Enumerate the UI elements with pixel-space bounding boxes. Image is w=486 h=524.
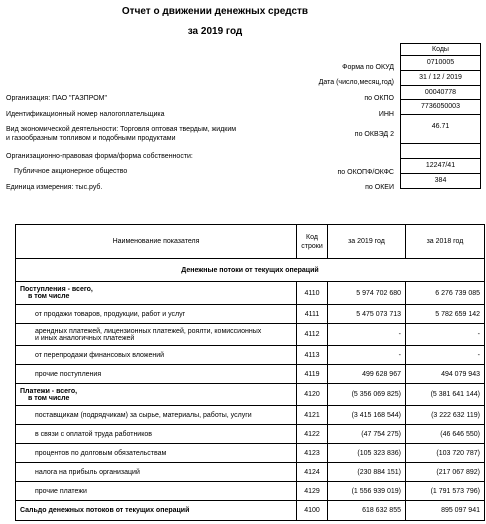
code-date: 31 / 12 / 2019 (401, 71, 480, 86)
row-name (16, 305, 297, 324)
codes-box (400, 43, 481, 189)
row-name (16, 406, 297, 425)
col-2018: за 2018 год (406, 225, 485, 259)
row-code: 4122 (297, 425, 328, 444)
row-name-line1: Платежи - всего, (20, 387, 78, 395)
table-row (16, 406, 485, 425)
unit: Единица измерения: тыс.руб. (6, 184, 103, 191)
report-period: за 2019 год (187, 26, 243, 37)
row-2019: 5 475 073 713 (328, 305, 406, 324)
row-name (16, 425, 297, 444)
row-name (16, 501, 297, 521)
row-code: 4121 (297, 406, 328, 425)
row-name (16, 444, 297, 463)
row-2018: (3 222 632 119) (406, 406, 485, 425)
code-okopf: 12247/41 (401, 159, 480, 174)
row-code: 4124 (297, 463, 328, 482)
row-2019: (5 356 069 825) (328, 384, 406, 406)
col-code: Код строки (297, 225, 328, 259)
section-row (16, 259, 485, 282)
col-name: Наименование показателя (16, 225, 297, 259)
row-2018: (217 067 892) (406, 463, 485, 482)
row-code: 4111 (297, 305, 328, 324)
label-okved: по ОКВЭД 2 (354, 131, 394, 138)
table-row (16, 482, 485, 501)
row-2018: 6 276 739 085 (406, 282, 485, 305)
row-2018: (103 720 787) (406, 444, 485, 463)
row-name-line1: от перепродажи финансовых вложений (35, 351, 165, 359)
row-name-line1: прочие платежи (35, 487, 87, 495)
row-name-line1: арендных платежей, лицензионных платежей, роялти, комиссионных (35, 327, 262, 335)
legal-form-label: Организационно-правовая форма/форма собственности: (6, 153, 193, 160)
row-2018: (46 646 550) (406, 425, 485, 444)
row-2019: (47 754 275) (328, 425, 406, 444)
row-code: 4100 (297, 501, 328, 521)
row-code: 4113 (297, 346, 328, 365)
code-okud: 0710005 (401, 56, 480, 71)
row-name (16, 324, 297, 346)
legal-form-value: Публичное акционерное общество (14, 168, 128, 175)
row-2018: - (406, 346, 485, 365)
row-code: 4129 (297, 482, 328, 501)
table-row (16, 501, 485, 521)
taxpayer-id-label: Идентификационный номер налогоплательщика (6, 111, 165, 118)
label-inn: ИНН (378, 111, 394, 118)
table-row (16, 365, 485, 384)
organization: Организация: ПАО "ГАЗПРОМ" (6, 95, 107, 102)
row-name (16, 463, 297, 482)
cash-flow-table (15, 224, 485, 521)
row-2018: (5 381 641 144) (406, 384, 485, 406)
row-2019: 499 628 967 (328, 365, 406, 384)
label-okopf: по ОКОПФ/ОКФС (337, 169, 394, 176)
row-name (16, 282, 297, 305)
row-name-line2: в том числе (28, 293, 70, 300)
report-title: Отчет о движении денежных средств (121, 6, 309, 17)
activity-line2: и газообразным топливом и подобными продуктами (6, 135, 176, 142)
row-2018: 895 097 941 (406, 501, 485, 521)
row-name-line1: процентов по долговым обязательствам (35, 449, 167, 457)
row-name-line1: Сальдо денежных потоков от текущих операций (20, 507, 190, 514)
row-2019: - (328, 346, 406, 365)
table-row (16, 463, 485, 482)
table-row (16, 346, 485, 365)
row-name-line1: в связи с оплатой труда работников (35, 430, 152, 438)
table-header (16, 225, 485, 259)
row-name (16, 346, 297, 365)
col-2019: за 2019 год (328, 225, 406, 259)
row-2019: (3 415 168 544) (328, 406, 406, 425)
code-okei: 384 (401, 174, 480, 189)
row-2019: (1 556 939 019) (328, 482, 406, 501)
activity-line1: Вид экономической деятельности: Торговля оптовая твердым, жидким (6, 126, 237, 133)
table-row (16, 282, 485, 305)
row-name (16, 384, 297, 406)
row-2018: 5 782 659 142 (406, 305, 485, 324)
table-row (16, 324, 485, 346)
row-code: 4110 (297, 282, 328, 305)
table-row (16, 305, 485, 324)
row-name-line1: Поступления - всего, (20, 286, 93, 293)
row-code: 4120 (297, 384, 328, 406)
row-2018: 494 079 943 (406, 365, 485, 384)
row-2019: 618 632 855 (328, 501, 406, 521)
label-okud: Форма по ОКУД (342, 64, 394, 71)
row-name-line1: от продажи товаров, продукции, работ и услуг (35, 310, 186, 318)
section-title: Денежные потоки от текущих операций (16, 259, 485, 282)
row-2018: (1 791 573 796) (406, 482, 485, 501)
label-date: Дата (число,месяц,год) (318, 79, 394, 86)
code-blank (401, 144, 480, 159)
row-code: 4123 (297, 444, 328, 463)
label-okei: по ОКЕИ (365, 184, 394, 191)
table-row (16, 425, 485, 444)
row-name-line2: в том числе (28, 394, 70, 402)
code-inn: 7736050003 (401, 100, 480, 115)
row-2019: 5 974 702 680 (328, 282, 406, 305)
row-name-line1: поставщикам (подрядчикам) за сырье, материалы, работы, услуги (35, 411, 252, 419)
row-code: 4119 (297, 365, 328, 384)
row-code: 4112 (297, 324, 328, 346)
row-name (16, 482, 297, 501)
label-okpo: по ОКПО (364, 95, 394, 102)
code-okved: 46.71 (401, 115, 480, 144)
row-2018: - (406, 324, 485, 346)
table-row (16, 444, 485, 463)
codes-header: Коды (401, 44, 480, 56)
row-name-line2: и иных аналогичных платежей (35, 334, 135, 342)
row-2019: - (328, 324, 406, 346)
row-name-line1: налога на прибыль организаций (35, 468, 140, 476)
row-name-line1: прочие поступления (35, 370, 102, 378)
code-okpo: 00040778 (401, 86, 480, 101)
row-2019: (105 323 836) (328, 444, 406, 463)
row-name (16, 365, 297, 384)
row-2019: (230 884 151) (328, 463, 406, 482)
table-row (16, 384, 485, 406)
